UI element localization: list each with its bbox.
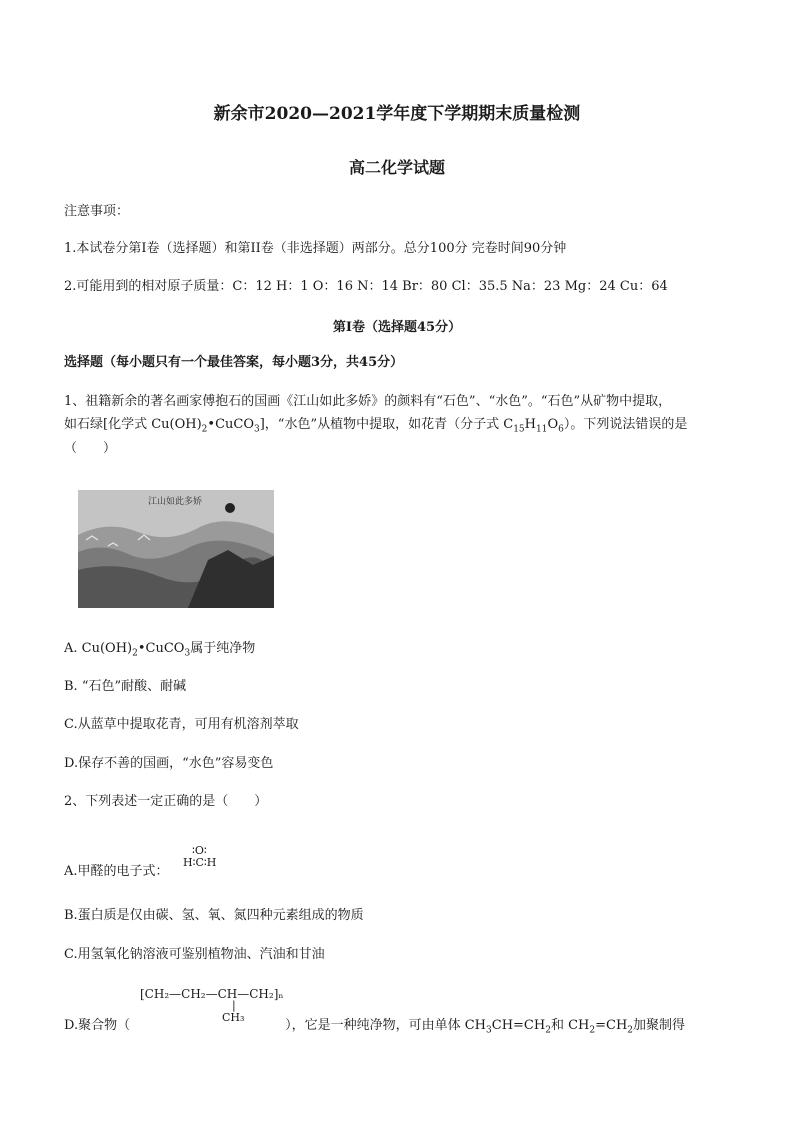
polymer-structure: [CH₂—CH₂—CH—CH₂]ₙ: [140, 987, 284, 1001]
q2-stem: 2、下列表述一定正确的是（ ）: [64, 794, 268, 809]
q1-stem-line2: 如石绿[化学式 $Cu(OH)_2•CuCO_3$]，“水色”从植物中提取，如花青（分子式 $C_{15}H_{11}O_6$）。下列说法错误的是: [64, 417, 688, 435]
q1-option-a: A. $Cu(OH)_2•CuCO_3$属于纯净物: [64, 641, 256, 659]
q2-option-c: C.用氢氧化钠溶液可鉴别植物油、汽油和甘油: [64, 947, 325, 962]
polymer-bond: |: [232, 999, 236, 1012]
q2-option-b: B.蛋白质是仅由碳、氢、氧、氮四种元素组成的物质: [64, 908, 364, 923]
painting-illustration: [78, 490, 274, 608]
q1-option-c: C.从蓝草中提取花青，可用有机溶剂萃取: [64, 717, 299, 732]
section-title: 第I卷（选择题45分）: [332, 320, 462, 335]
lewis-structure-mid: H∶C∶H: [183, 856, 217, 869]
polymer-branch: CH₃: [222, 1011, 245, 1024]
painting-inscription: 江山如此多娇: [148, 497, 203, 507]
notice-heading: 注意事项：: [64, 204, 130, 219]
q1-stem-line3: （ ）: [64, 441, 117, 456]
section-instruction: 选择题（每小题只有一个最佳答案，每小题3分，共45分）: [64, 355, 404, 370]
q1-stem-line1: 1、祖籍新余的著名画家傅抱石的国画《江山如此多娇》的颜料有“石色”、“水色”。“石色”从矿物中提取，: [64, 394, 672, 409]
painting-image: [78, 490, 274, 608]
lewis-structure-top: ∶O∶: [192, 844, 207, 857]
notice-item-1: 1.本试卷分第I卷（选择题）和第II卷（非选择题）两部分。总分100分 完卷时间90分钟: [64, 241, 567, 256]
q2-option-d: D.聚合物（ ），它是一种纯净物，可由单体 $CH_3CH=CH_2$和 $CH_2=CH_2$加聚制得: [64, 1018, 686, 1036]
q1-option-d: D.保存不善的国画，“水色”容易变色: [64, 756, 274, 771]
q1-option-b: B. “石色”耐酸、耐碱: [64, 679, 187, 694]
page-subtitle: 高二化学试题: [348, 158, 445, 177]
q2-option-a: A.甲醛的电子式：: [64, 864, 169, 879]
notice-item-2: 2.可能用到的相对原子质量：C：12 H：1 O：16 N：14 Br：80 Cl：35.5 Na：23 Mg：24 Cu：64: [64, 279, 668, 294]
page-title: 新余市2020—2021学年度下学期期末质量检测: [213, 104, 581, 124]
